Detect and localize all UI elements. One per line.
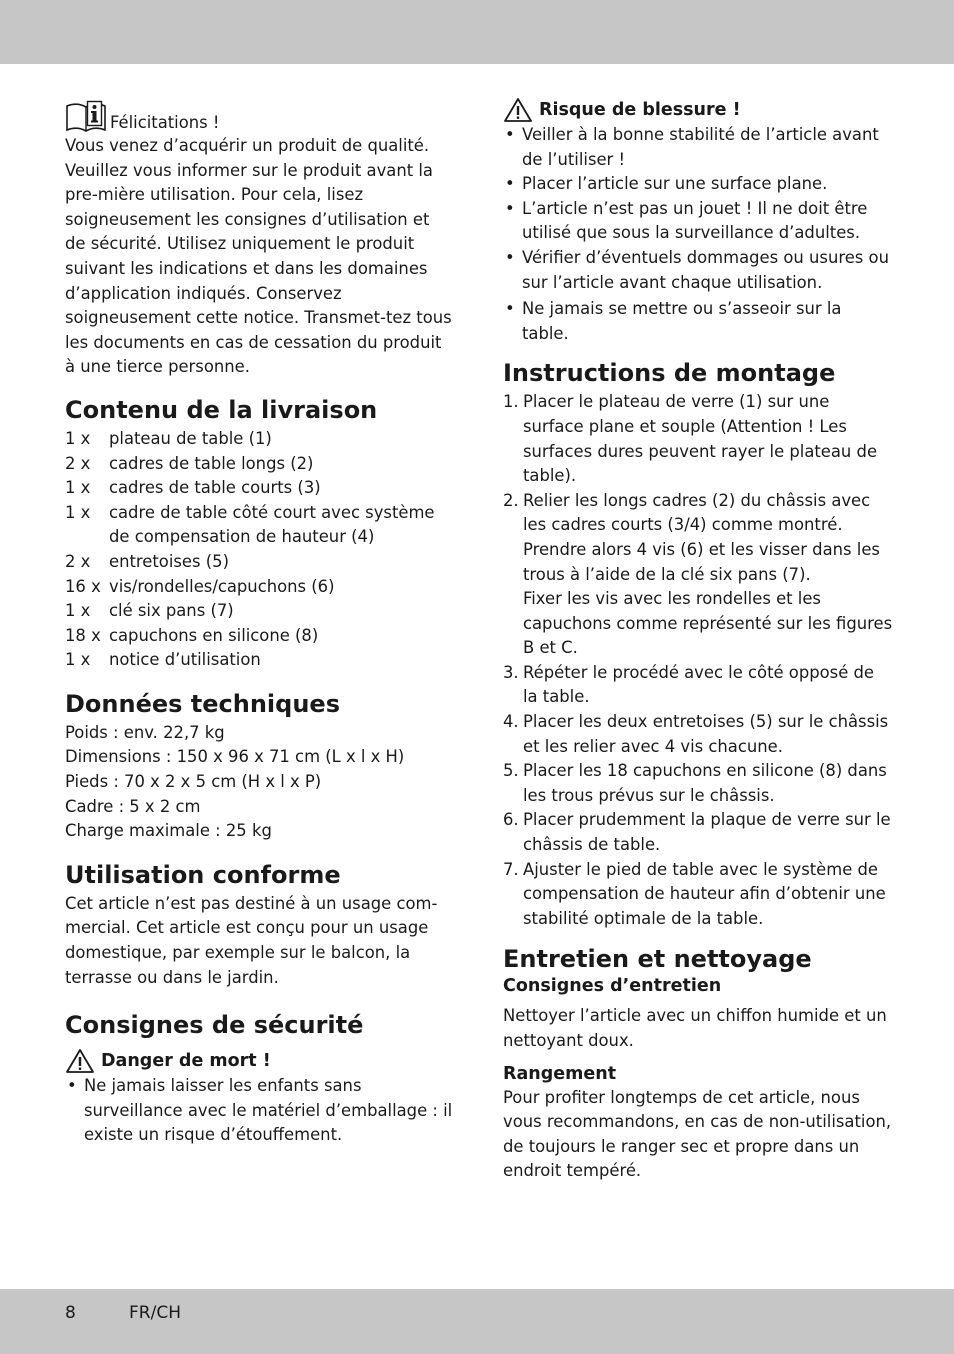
list-item: 2 x entretoises (5) xyxy=(65,551,229,571)
storage-text: Pour profiter longtemps de cet article, nous vous recommandons, en cas de non-utilisation, de toujours le ranger sec et propre dans un endroit tempéré. xyxy=(503,1087,892,1181)
tech-line: Poids : env. 22,7 kg xyxy=(65,722,225,742)
tech-line: Dimensions : 150 x 96 x 71 cm (L x l x H) xyxy=(65,747,405,767)
list-item: • Ne jamais se mettre ou s’asseoir sur la table. xyxy=(503,297,893,346)
injury-title: Risque de blessure ! xyxy=(539,100,741,120)
intro-text: Vous venez d’acquérir un produit de qualité. Veuillez vous informer sur le produit avant la pre-mière utilisation. Pour cela, lisez soigneusement les consignes d’utilisation et de sécurité. Utilisez uniquement le produit suivant les indications et dans les domaines d’application indiqués. Conservez soigneusement cette notice. Transmet-tez tous les documents en cas de cessation du produit à une tierce personne. xyxy=(65,136,452,377)
warning-triangle-icon xyxy=(503,97,533,123)
list-item: 7. Ajuster le pied de table avec le système de compensation de hauteur afin d’obtenir une stabilité optimale de la table. xyxy=(503,859,886,928)
injury-list xyxy=(503,123,893,346)
intro-header xyxy=(65,98,453,134)
list-item: 1 x cadres de table courts (3) xyxy=(65,478,321,498)
usage-heading: Utilisation conforme xyxy=(65,860,341,889)
storage-subheading: Rangement xyxy=(503,1063,617,1084)
list-item: • Ne jamais laisser les enfants sans surveillance avec le matériel d’emballage : il existe un risque d’étouffement. xyxy=(65,1074,453,1148)
assembly-steps xyxy=(503,390,893,931)
list-item: • Veiller à la bonne stabilité de l’article avant de l’utiliser ! xyxy=(503,123,893,172)
page-number: 8 xyxy=(65,1303,76,1323)
list-item: 1 x plateau de table (1) xyxy=(65,428,272,448)
list-item: 18 x capuchons en silicone (8) xyxy=(65,625,319,645)
delivery-heading: Contenu de la livraison xyxy=(65,395,378,424)
danger-list xyxy=(65,1074,453,1148)
tech-heading: Données techniques xyxy=(65,689,340,718)
list-item: 1 x cadre de table côté court avec système de compensation de hauteur (4) xyxy=(65,502,435,547)
care-subheading: Consignes d’entretien xyxy=(503,976,722,997)
injury-header xyxy=(503,97,893,123)
list-item: 3. Répéter le procédé avec le côté opposé de la table. xyxy=(503,662,874,707)
list-item: 4. Placer les deux entretoises (5) sur le châssis et les relier avec 4 vis chacune. xyxy=(503,712,889,756)
list-item: 5. Placer les 18 capuchons en silicone (8) dans les trous prévus sur le châssis. xyxy=(503,761,887,805)
usage-text: Cet article n’est pas destiné à un usage com-mercial. Cet article est conçu pour un usage domestique, par exemple sur le balcon, la terrasse ou dans le jardin. xyxy=(65,893,438,987)
list-item: • Placer l’article sur une surface plane. xyxy=(503,172,893,197)
danger-header xyxy=(65,1048,453,1074)
tech-line: Pieds : 70 x 2 x 5 cm (H x l x P) xyxy=(65,772,322,792)
right-column xyxy=(503,98,893,1184)
list-item: • Vérifier d’éventuels dommages ou usures ou sur l’article avant chaque utilisation. xyxy=(503,246,893,295)
list-item: 1 x clé six pans (7) xyxy=(65,601,234,621)
header-bar xyxy=(0,0,954,64)
assembly-heading: Instructions de montage xyxy=(503,359,836,388)
tech-line: Cadre : 5 x 2 cm xyxy=(65,796,201,816)
danger-title: Danger de mort ! xyxy=(101,1051,271,1072)
list-item: • L’article n’est pas un jouet ! Il ne doit être utilisé que sous la surveillance d’adultes. xyxy=(503,197,893,246)
list-item: 2. Relier les longs cadres (2) du châssis avec les cadres courts (3/4) comme montré. Prendre alors 4 vis (6) et les visser dans les trous à l’aide de la clé six pans (7). Fixer les vis avec les rondelles et les capuchons comme représenté sur les figures B et C. xyxy=(503,490,893,658)
warning-triangle-icon xyxy=(65,1048,95,1074)
list-item: 1. Placer le plateau de verre (1) sur une surface plane et souple (Attention ! Les surfaces dures peuvent rayer le plateau de table). xyxy=(503,392,878,486)
list-item: 6. Placer prudemment la plaque de verre sur le châssis de table. xyxy=(503,810,891,855)
list-item: 1 x notice d’utilisation xyxy=(65,650,261,670)
info-book-icon xyxy=(65,100,107,134)
tech-list xyxy=(65,721,453,844)
list-item: 2 x cadres de table longs (2) xyxy=(65,453,314,473)
safety-heading: Consignes de sécurité xyxy=(65,1011,364,1040)
care-heading: Entretien et nettoyage xyxy=(503,945,812,974)
care-text: Nettoyer l’article avec un chiffon humide et un nettoyant doux. xyxy=(503,1006,887,1050)
tech-line: Charge maximale : 25 kg xyxy=(65,821,272,841)
left-column xyxy=(65,98,453,1148)
delivery-list xyxy=(65,427,453,673)
intro-title: Félicitations ! xyxy=(110,113,220,132)
list-item: 16 x vis/rondelles/capuchons (6) xyxy=(65,576,335,596)
locale-label: FR/CH xyxy=(129,1303,181,1323)
